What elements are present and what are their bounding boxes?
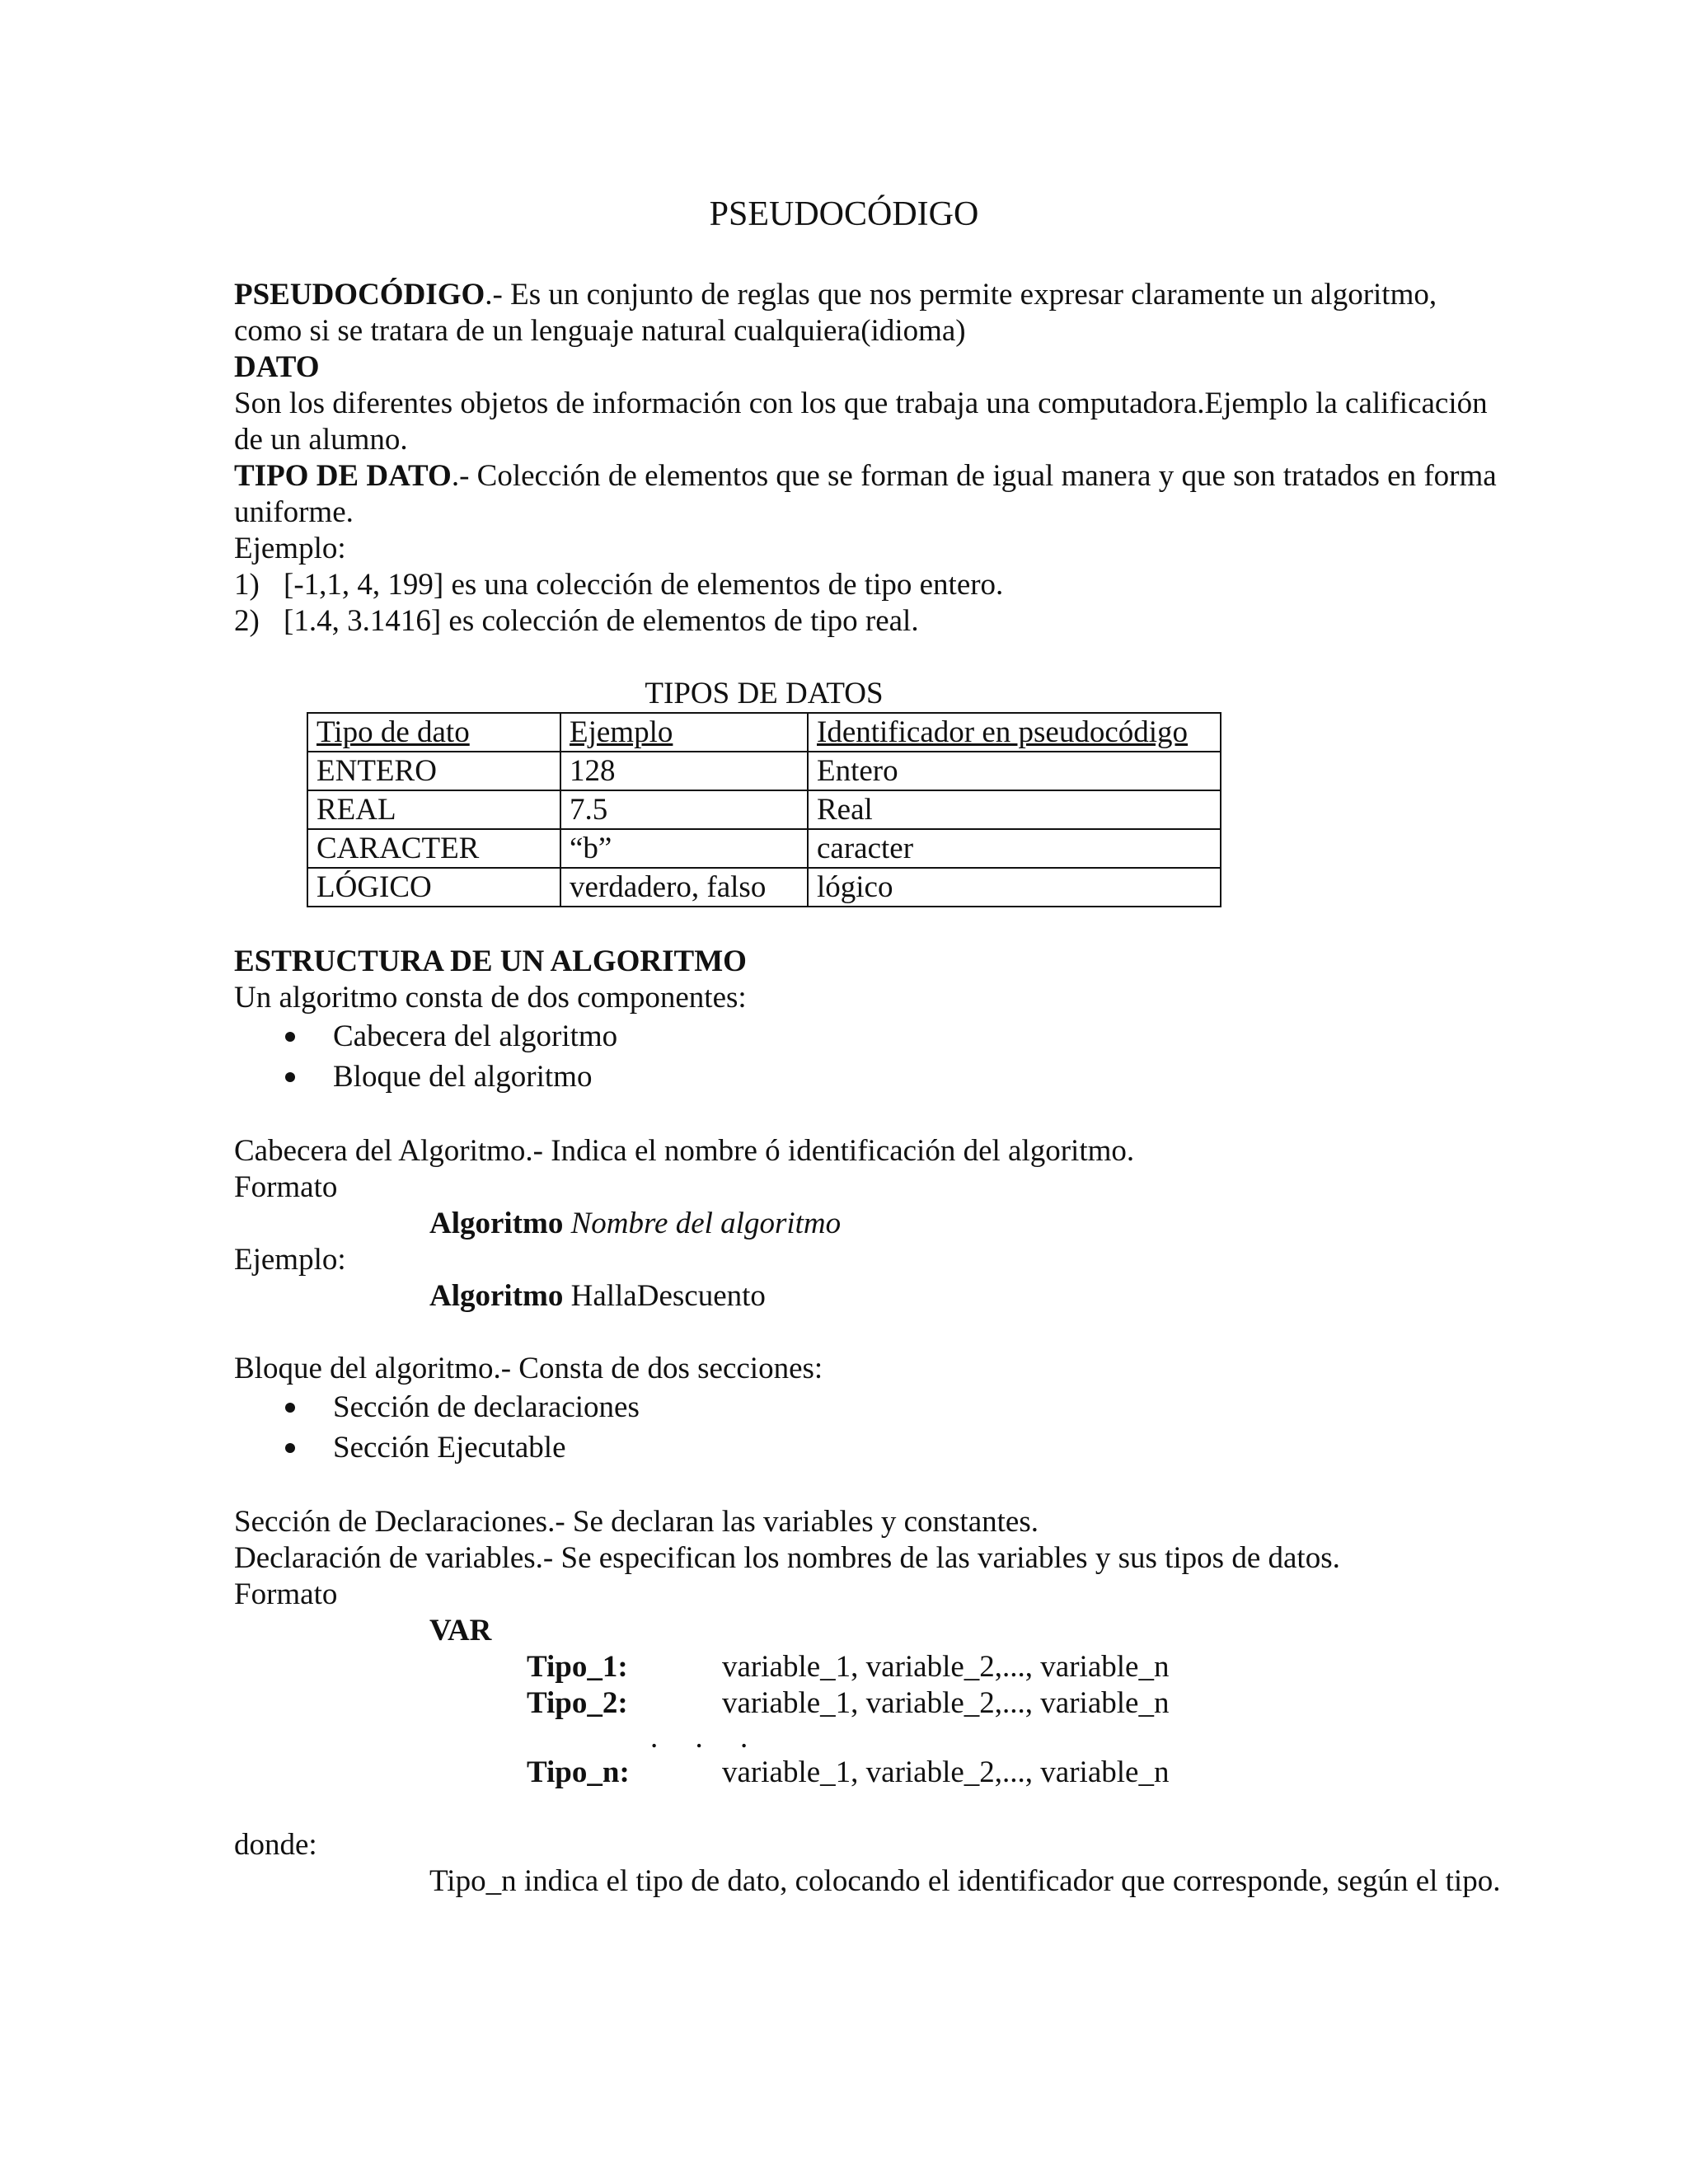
table-header-row — [307, 713, 1221, 752]
formato-label: Formato — [234, 1577, 338, 1611]
dato-heading: DATO — [234, 350, 320, 384]
list-item: Cabecera del algoritmo — [234, 1016, 1503, 1057]
donde-text: Tipo_n indica el tipo de dato, colocando el identificador que corresponde, según el tipo. — [429, 1864, 1501, 1898]
examples-list — [234, 567, 1503, 640]
spacer — [234, 1315, 1503, 1351]
data-types-table — [307, 712, 1221, 907]
page-title: PSEUDOCÓDIGO — [709, 195, 979, 233]
column-header: Ejemplo — [570, 715, 673, 749]
declaraciones-line1: Sección de Declaraciones.- Se declaran las variables y constantes. — [234, 1505, 1039, 1539]
table-cell: “b” — [560, 829, 808, 868]
cabecera-text: Cabecera del Algoritmo.- Indica el nombre ó identificación del algoritmo. — [234, 1134, 1135, 1168]
donde-label: donde: — [234, 1828, 317, 1862]
tipo-dato-definition — [234, 458, 1503, 531]
pseudocodigo-text: .- Es un conjunto de reglas que nos permite expresar claramente un algoritmo, como si se tratara de un lenguaje natural cualquiera(idioma) — [234, 278, 1437, 348]
list-item: 1) [-1,1, 4, 199] es una colección de elementos de tipo entero. — [234, 568, 1004, 602]
spacer — [234, 907, 1503, 944]
declaraciones-line2: Declaración de variables.- Se especifican los nombres de las variables y sus tipos de datos. — [234, 1541, 1340, 1575]
var-row: Tipo_2: variable_1, variable_2,..., variable_n — [527, 1686, 1170, 1720]
table-cell: REAL — [307, 790, 560, 829]
table-cell: ENTERO — [307, 752, 560, 790]
table-row — [307, 790, 1221, 829]
tipo-dato-text: .- Colección de elementos que se forman de igual manera y que son tratados en forma uniforme. — [234, 459, 1497, 529]
tipo-dato-term: TIPO DE DATO — [234, 459, 452, 493]
cabecera-format-line: Algoritmo Nombre del algoritmo — [429, 1207, 842, 1240]
list-item: Bloque del algoritmo — [234, 1057, 1503, 1097]
ejemplo-label: Ejemplo: — [234, 532, 346, 565]
bloque-list — [234, 1387, 1503, 1468]
table-cell: Real — [808, 790, 1221, 829]
document-body — [234, 277, 1503, 1900]
ellipsis: . . . — [650, 1721, 763, 1755]
table-caption: TIPOS DE DATOS — [645, 677, 884, 710]
pseudocodigo-term: PSEUDOCÓDIGO — [234, 278, 485, 312]
var-row: Tipo_1: variable_1, variable_2,..., variable_n — [527, 1650, 1170, 1684]
cabecera-example-line: Algoritmo HallaDescuento — [429, 1279, 766, 1313]
column-header: Tipo de dato — [316, 715, 470, 749]
table-cell: 7.5 — [560, 790, 808, 829]
dato-text: Son los diferentes objetos de información con los que trabaja una computadora.Ejemplo la calificación de un alumno. — [234, 387, 1488, 457]
table-cell: caracter — [808, 829, 1221, 868]
bloque-text: Bloque del algoritmo.- Consta de dos secciones: — [234, 1352, 823, 1385]
spacer — [234, 1468, 1503, 1504]
estructura-list — [234, 1016, 1503, 1097]
list-item: Sección de declaraciones — [234, 1387, 1503, 1427]
table-cell: 128 — [560, 752, 808, 790]
table-cell: Entero — [808, 752, 1221, 790]
table-row — [307, 829, 1221, 868]
list-item: 2) [1.4, 3.1416] es colección de elementos de tipo real. — [234, 604, 919, 638]
table-cell: LÓGICO — [307, 868, 560, 907]
list-item: Sección Ejecutable — [234, 1427, 1503, 1468]
table-cell: verdadero, falso — [560, 868, 808, 907]
spacer — [234, 1791, 1503, 1827]
var-keyword: VAR — [429, 1614, 492, 1647]
var-row: Tipo_n: variable_1, variable_2,..., variable_n — [527, 1755, 1170, 1789]
table-row — [307, 868, 1221, 907]
table-cell: lógico — [808, 868, 1221, 907]
estructura-heading: ESTRUCTURA DE UN ALGORITMO — [234, 944, 747, 978]
estructura-intro: Un algoritmo consta de dos componentes: — [234, 981, 747, 1015]
ejemplo-label: Ejemplo: — [234, 1243, 346, 1277]
table-row — [307, 752, 1221, 790]
formato-label: Formato — [234, 1170, 338, 1204]
pseudocodigo-definition — [234, 277, 1503, 349]
table-cell: CARACTER — [307, 829, 560, 868]
spacer — [234, 1097, 1503, 1133]
column-header: Identificador en pseudocódigo — [817, 715, 1189, 749]
